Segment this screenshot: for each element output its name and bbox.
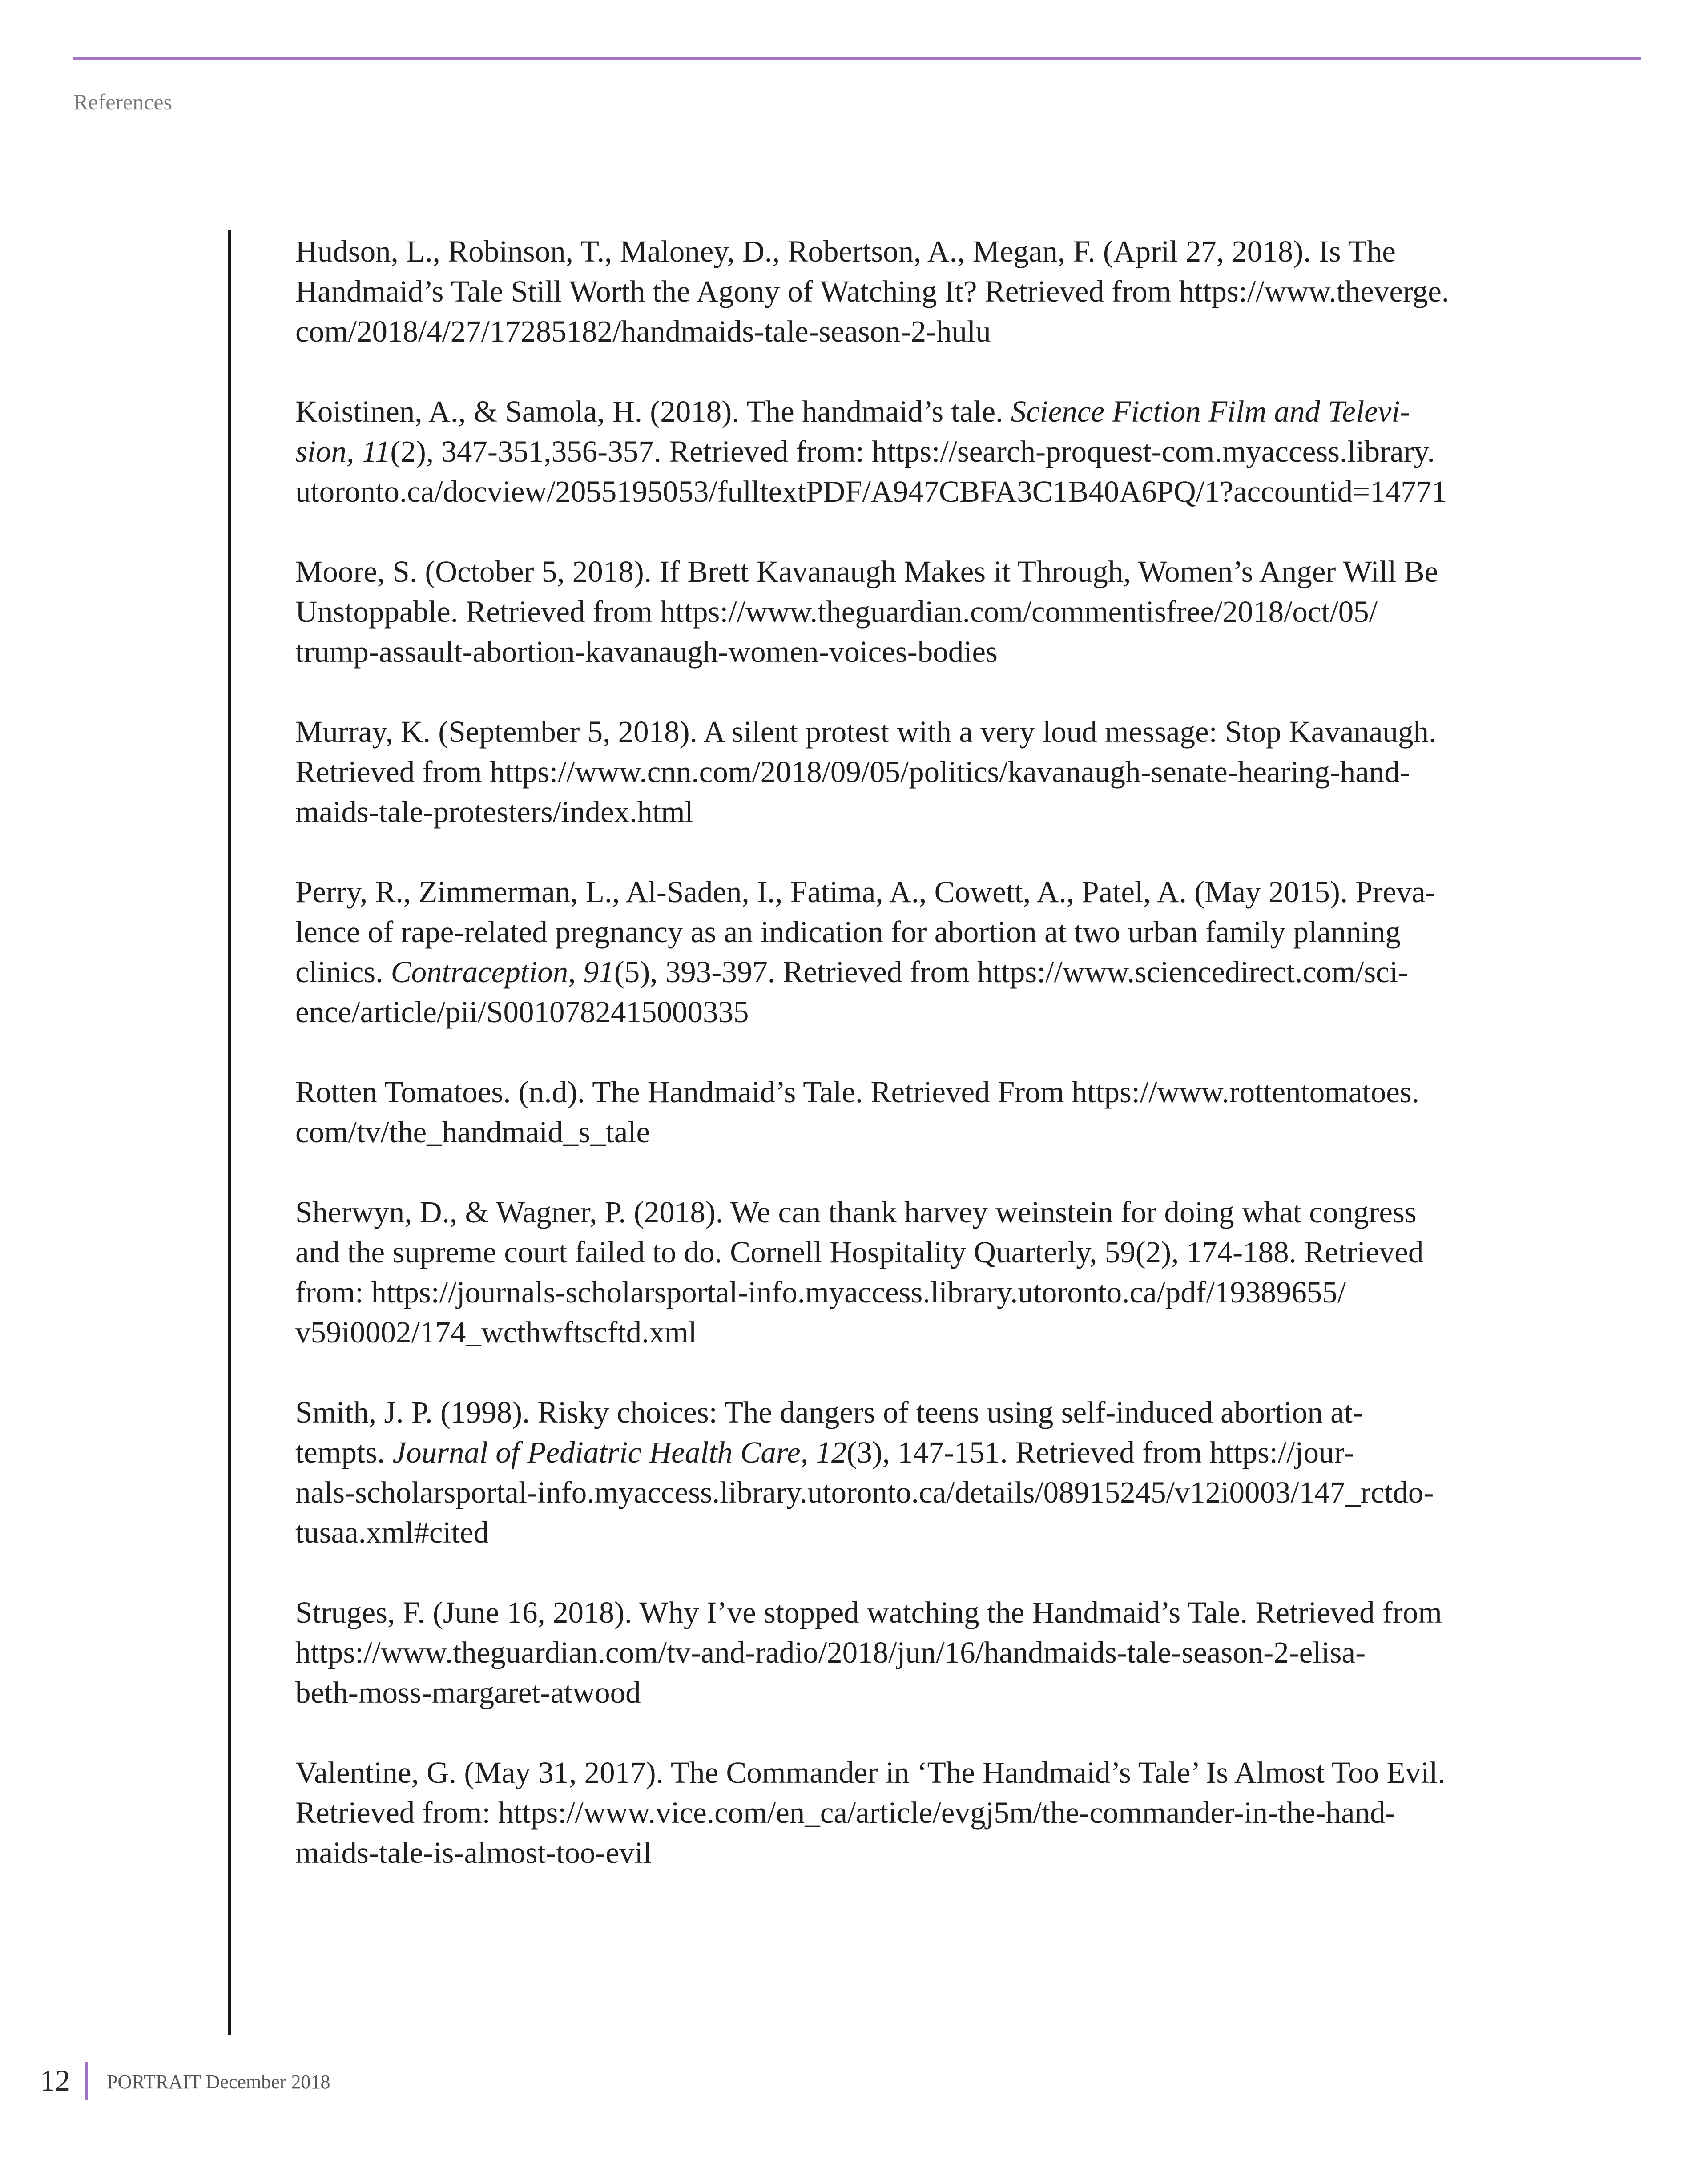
reference-line: Handmaid’s Tale Still Worth the Agony of Watching It? Retrieved from https://www.theverge. (295, 274, 1450, 308)
publication-info: PORTRAIT December 2018 (107, 2071, 330, 2093)
reference-line: Moore, S. (October 5, 2018). If Brett Kavanaugh Makes it Through, Women’s Anger Will Be (295, 555, 1438, 588)
reference-line: Murray, K. (September 5, 2018). A silent protest with a very loud message: Stop Kavanaugh. (295, 715, 1437, 749)
reference-line: Koistinen, A., & Samola, H. (2018). The handmaid’s tale. Science Fiction Film and Televi- (295, 395, 1410, 428)
reference-title-italic: Journal of Pediatric Health Care, 12 (392, 1435, 847, 1469)
reference-item (295, 231, 1550, 351)
reference-line: tusaa.xml#cited (295, 1515, 489, 1549)
reference-line: sion, 11(2), 347-351,356-357. Retrieved from: https://search-proquest-com.myaccess.library. (295, 435, 1435, 468)
reference-line: beth-moss-margaret-atwood (295, 1676, 641, 1709)
reference-line: clinics. Contraception, 91(5), 393-397. Retrieved from https://www.sciencedirect.com/sci- (295, 955, 1408, 989)
reference-line: and the supreme court failed to do. Cornell Hospitality Quarterly, 59(2), 174-188. Retrieved (295, 1235, 1424, 1269)
reference-item (295, 712, 1550, 832)
reference-item (295, 552, 1550, 672)
reference-line: Rotten Tomatoes. (n.d). The Handmaid’s Tale. Retrieved From https://www.rottentomatoes. (295, 1075, 1419, 1109)
reference-title-italic: Contraception, 91 (391, 955, 614, 989)
reference-line: ence/article/pii/S0010782415000335 (295, 995, 749, 1029)
reference-line: lence of rape-related pregnancy as an indication for abortion at two urban family planning (295, 915, 1401, 949)
section-label: References (73, 89, 173, 114)
reference-item (295, 872, 1550, 1032)
reference-title-italic: Science Fiction Film and Televi- (1011, 395, 1410, 428)
reference-line: Sherwyn, D., & Wagner, P. (2018). We can thank harvey weinstein for doing what congress (295, 1195, 1417, 1229)
reference-item (295, 1392, 1550, 1552)
reference-line: maids-tale-is-almost-too-evil (295, 1836, 652, 1870)
left-vertical-rule (228, 230, 231, 2035)
reference-item (295, 1753, 1550, 1873)
reference-line: Perry, R., Zimmerman, L., Al-Saden, I., Fatima, A., Cowett, A., Patel, A. (May 2015). Preva- (295, 875, 1436, 909)
reference-line: Hudson, L., Robinson, T., Maloney, D., Robertson, A., Megan, F. (April 27, 2018). Is The (295, 234, 1396, 268)
reference-line: tempts. Journal of Pediatric Health Care, 12(3), 147-151. Retrieved from https://jour- (295, 1435, 1354, 1469)
reference-line: Smith, J. P. (1998). Risky choices: The dangers of teens using self-induced abortion at- (295, 1395, 1363, 1429)
reference-line: https://www.theguardian.com/tv-and-radio/2018/jun/16/handmaids-tale-season-2-elisa- (295, 1636, 1366, 1669)
reference-line: trump-assault-abortion-kavanaugh-women-voices-bodies (295, 635, 998, 669)
reference-line: Retrieved from: https://www.vice.com/en_ca/article/evgj5m/the-commander-in-the-hand- (295, 1796, 1396, 1830)
reference-item (295, 1192, 1550, 1352)
reference-line: Retrieved from https://www.cnn.com/2018/09/05/politics/kavanaugh-senate-hearing-hand- (295, 755, 1410, 789)
footer-accent-bar (85, 2062, 88, 2100)
reference-line: v59i0002/174_wcthwftscftd.xml (295, 1315, 697, 1349)
reference-line: Valentine, G. (May 31, 2017). The Commander in ‘The Handmaid’s Tale’ Is Almost Too Evil. (295, 1756, 1446, 1789)
reference-item (295, 391, 1550, 512)
reference-line: Unstoppable. Retrieved from https://www.theguardian.com/commentisfree/2018/oct/05/ (295, 595, 1378, 629)
reference-line: from: https://journals-scholarsportal-info.myaccess.library.utoronto.ca/pdf/19389655/ (295, 1275, 1346, 1309)
reference-line: Struges, F. (June 16, 2018). Why I’ve stopped watching the Handmaid’s Tale. Retrieved from (295, 1596, 1442, 1629)
reference-line: utoronto.ca/docview/2055195053/fulltextPDF/A947CBFA3C1B40A6PQ/1?accountid=14771 (295, 475, 1447, 508)
reference-line: nals-scholarsportal-info.myaccess.library.utoronto.ca/details/08915245/v12i0003/147_rctdo- (295, 1475, 1434, 1509)
page-number: 12 (40, 2063, 70, 2097)
reference-line: com/tv/the_handmaid_s_tale (295, 1115, 650, 1149)
reference-list (295, 231, 1550, 1913)
top-accent-rule (73, 57, 1641, 60)
reference-line: com/2018/4/27/17285182/handmaids-tale-season-2-hulu (295, 314, 991, 348)
reference-line: maids-tale-protesters/index.html (295, 795, 693, 829)
reference-title-italic: sion, 11 (295, 435, 391, 468)
reference-item (295, 1592, 1550, 1713)
reference-item (295, 1072, 1550, 1152)
